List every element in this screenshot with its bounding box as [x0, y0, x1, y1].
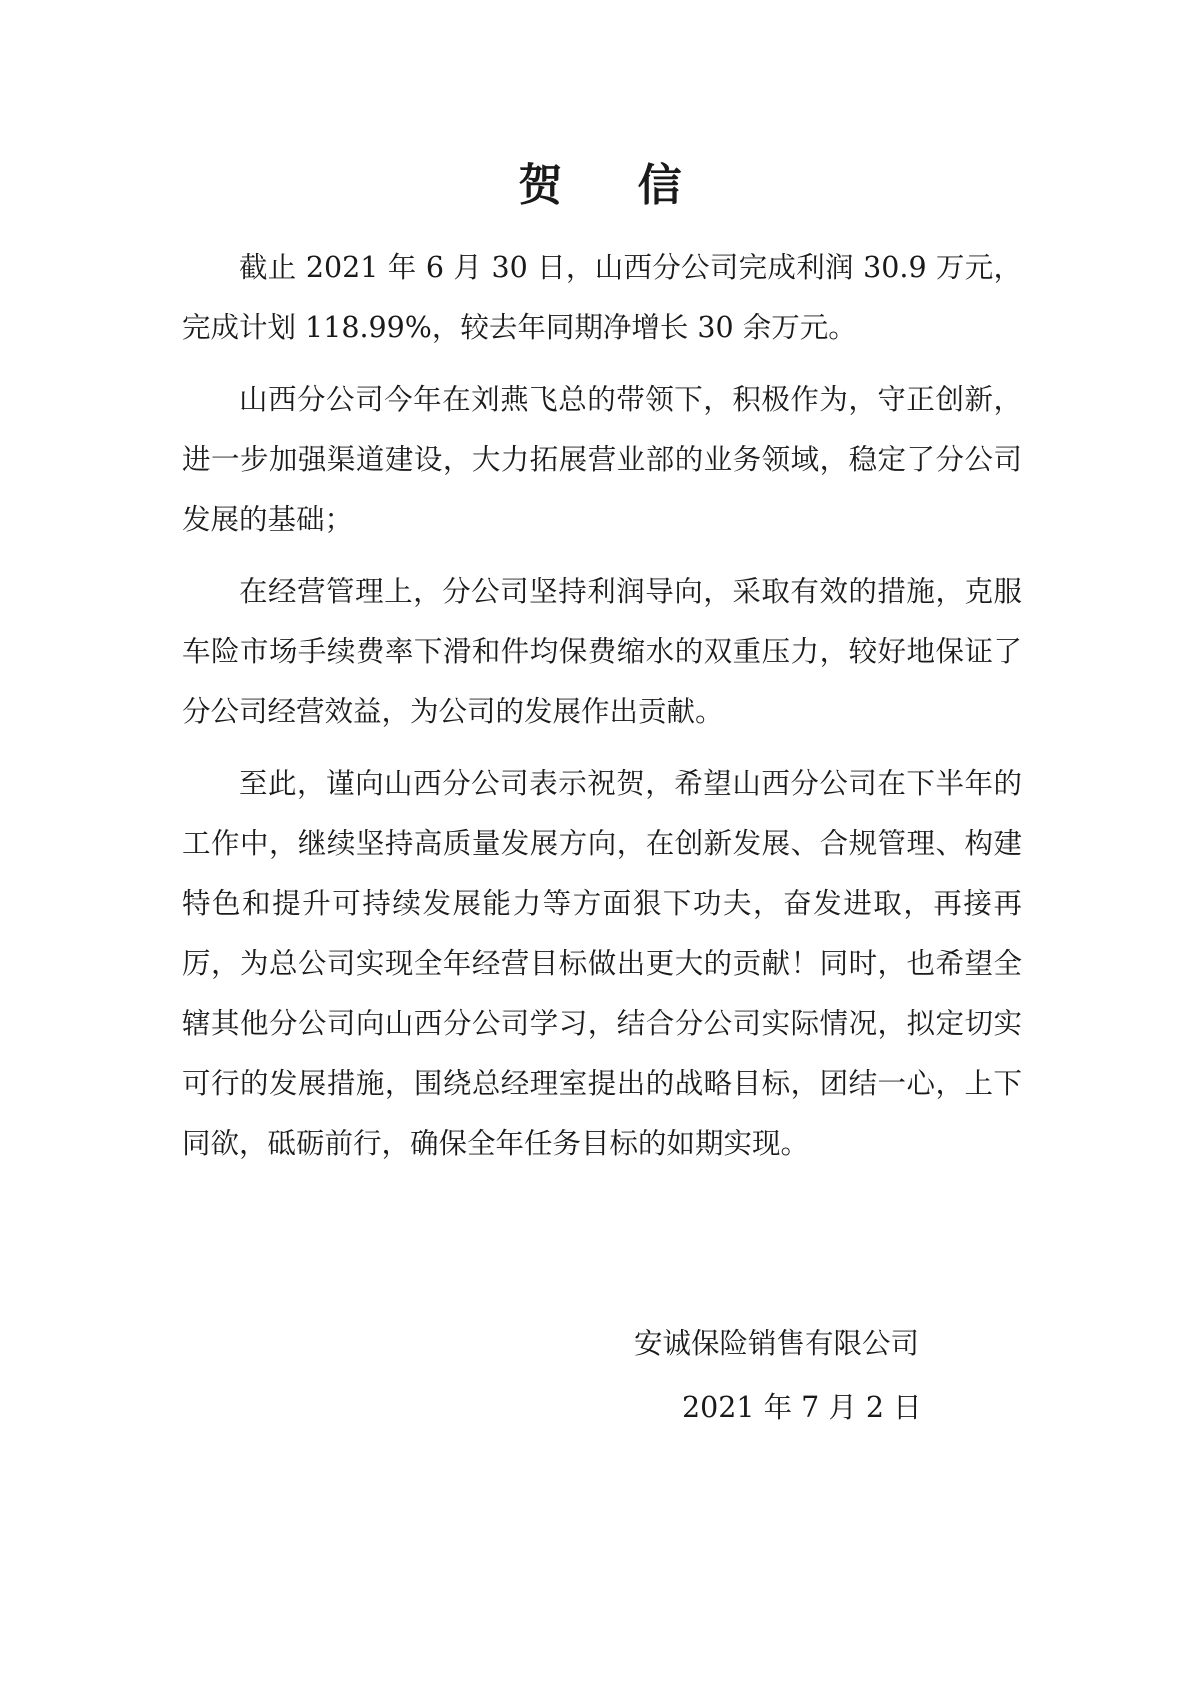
- paragraph-results: 截止 2021 年 6 月 30 日，山西分公司完成利润 30.9 万元，完成计划 118.99%，较去年同期净增长 30 余万元。: [182, 251, 1022, 344]
- letter-title: 贺 信: [518, 160, 712, 211]
- paragraph-congratulations: 至此，谨向山西分公司表示祝贺，希望山西分公司在下半年的工作中，继续坚持高质量发展方向，在创新发展、合规管理、构建特色和提升可持续发展能力等方面狠下功夫，奋发进取，再接再厉，为总公司实现全年经营目标做出更大的贡献！同时，也希望全辖其他分公司向山西分公司学习，结合分公司实际情况，拟定切实可行的发展措施，围绕总经理室提出的战略目标，团结一心，上下同欲，砥砺前行，确保全年任务目标的如期实现。: [182, 767, 1022, 1160]
- paragraph-leadership: 山西分公司今年在刘燕飞总的带领下，积极作为，守正创新，进一步加强渠道建设，大力拓展营业部的业务领域，稳定了分公司发展的基础；: [182, 383, 1022, 536]
- paragraph-management: 在经营管理上，分公司坚持利润导向，采取有效的措施，克服车险市场手续费率下滑和件均保费缩水的双重压力，较好地保证了分公司经营效益，为公司的发展作出贡献。: [182, 575, 1022, 728]
- signature-company: 安诚保险销售有限公司: [634, 1327, 920, 1360]
- signature-date: 2021 年 7 月 2 日: [682, 1391, 922, 1424]
- letter-body: [182, 238, 1022, 1186]
